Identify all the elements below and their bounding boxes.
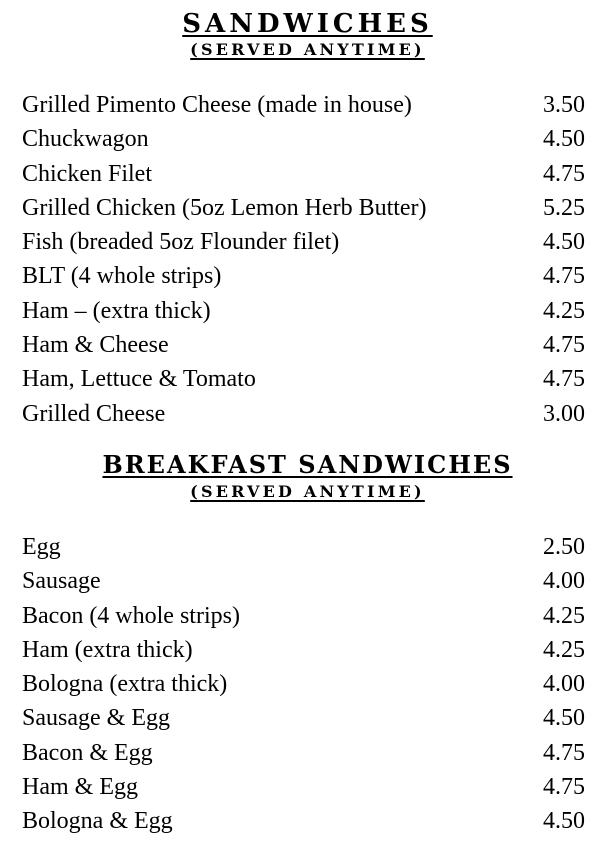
item-price: 3.00 <box>543 400 585 427</box>
item-price: 4.75 <box>543 160 585 187</box>
menu-item <box>22 191 585 225</box>
item-price: 4.25 <box>543 636 585 663</box>
menu-item <box>22 530 585 564</box>
menu-item <box>22 259 585 293</box>
item-name: Egg <box>22 534 61 560</box>
item-price: 5.25 <box>543 194 585 221</box>
menu-item <box>22 667 585 701</box>
item-name: Ham & Egg <box>22 774 138 801</box>
menu-item <box>22 157 585 191</box>
menu-item <box>22 122 585 156</box>
menu-item <box>22 770 585 804</box>
item-price: 4.75 <box>543 739 585 766</box>
menu-item <box>22 88 585 122</box>
item-name: Sausage & Egg <box>22 705 170 732</box>
menu-item <box>22 294 585 328</box>
item-name: Ham – (extra thick) <box>22 297 211 324</box>
menu-item <box>22 328 585 362</box>
item-name: Ham & Cheese <box>22 332 169 359</box>
item-name: Sausage <box>22 568 101 595</box>
sandwiches-subtitle: (SERVED ANYTIME) <box>190 40 425 59</box>
item-price: 4.75 <box>543 263 585 290</box>
item-name: Bologna (extra thick) <box>22 671 228 698</box>
breakfast-sandwiches-subtitle: (SERVED ANYTIME) <box>190 482 425 501</box>
item-name: Grilled Pimento Cheese (made in house) <box>22 92 412 118</box>
menu-item <box>22 701 585 735</box>
menu-item <box>22 362 585 396</box>
item-price: 4.00 <box>543 671 585 698</box>
menu-item <box>22 599 585 633</box>
breakfast-sandwiches-list <box>22 530 585 839</box>
item-name: Chicken Filet <box>22 160 152 187</box>
item-price: 4.25 <box>543 602 585 629</box>
menu-item <box>22 225 585 259</box>
menu-item <box>22 804 585 838</box>
breakfast-sandwiches-title: BREAKFAST SANDWICHES <box>102 450 513 479</box>
sandwiches-title: SANDWICHES <box>182 9 433 39</box>
item-price: 4.75 <box>543 366 585 393</box>
item-price: 4.00 <box>543 568 585 595</box>
item-name: Bacon (4 whole strips) <box>22 602 240 629</box>
item-name: Bologna & Egg <box>22 808 173 835</box>
item-price: 4.50 <box>543 126 585 153</box>
item-price: 4.50 <box>543 229 585 256</box>
item-price: 2.50 <box>543 534 585 560</box>
item-name: BLT (4 whole strips) <box>22 263 222 290</box>
sandwiches-list <box>22 88 585 431</box>
item-name: Fish (breaded 5oz Flounder filet) <box>22 229 340 256</box>
menu-item <box>22 736 585 770</box>
item-name: Grilled Cheese <box>22 400 166 427</box>
item-name: Grilled Chicken (5oz Lemon Herb Butter) <box>22 194 427 221</box>
menu-item <box>22 633 585 667</box>
item-price: 4.75 <box>543 332 585 359</box>
item-name: Ham (extra thick) <box>22 636 193 663</box>
item-price: 3.50 <box>543 92 585 118</box>
item-price: 4.50 <box>543 705 585 732</box>
menu-item <box>22 397 585 431</box>
menu-item <box>22 564 585 598</box>
item-name: Ham, Lettuce & Tomato <box>22 366 256 393</box>
item-price: 4.75 <box>543 774 585 801</box>
item-name: Bacon & Egg <box>22 739 153 766</box>
item-name: Chuckwagon <box>22 126 149 153</box>
item-price: 4.25 <box>543 297 585 324</box>
item-price: 4.50 <box>543 808 585 835</box>
